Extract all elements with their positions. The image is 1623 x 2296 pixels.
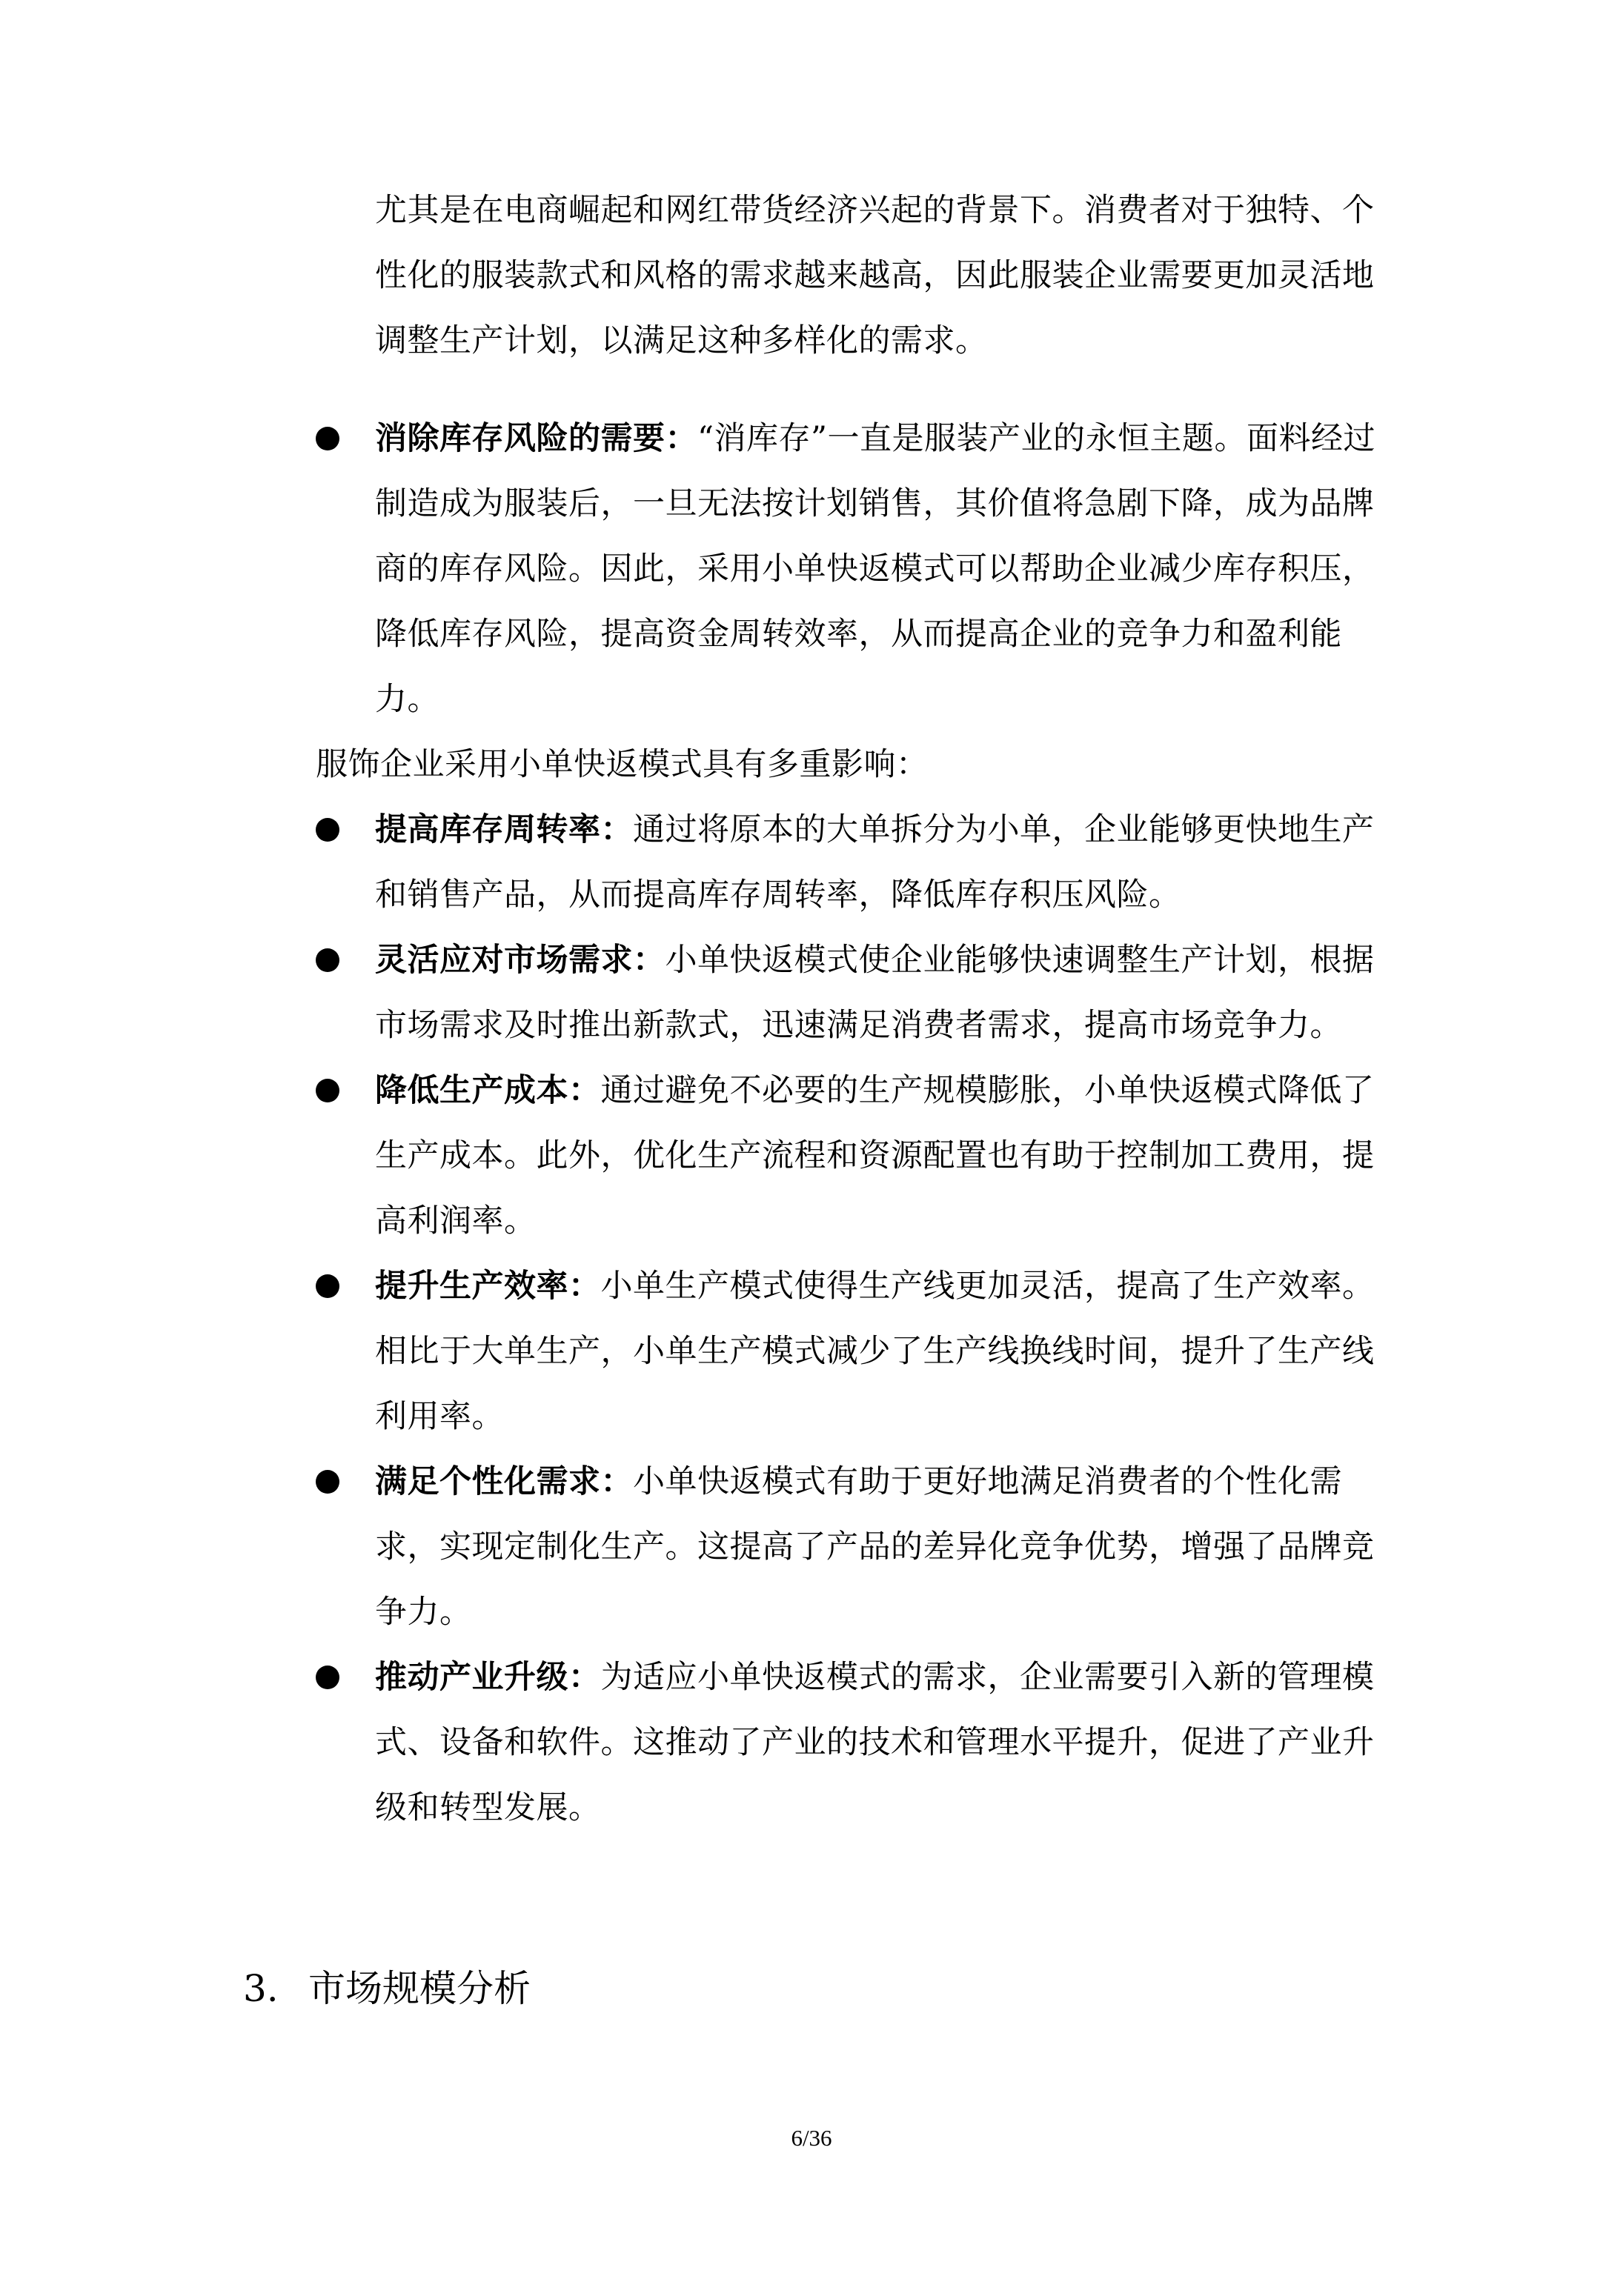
- bullet-dot: [316, 427, 339, 450]
- bullet-title: 推动产业升级：: [375, 1659, 601, 1696]
- impact-item-production-cost: [375, 1058, 1398, 1254]
- bullet-text: “消库存”一直是服装产业的永恒主题。面料经过制造成为服装后，一旦无法按计划销售，其价值将急剧下降，成为品牌商的库存风险。因此，采用小单快返模式可以帮助企业减少库存积压，降低库存风险，提高资金周转效率，从而提高企业的竞争力和盈利能力。: [375, 420, 1375, 718]
- bullet-text: 小单快返模式有助于更好地满足消费者的个性化需求，实现定制化生产。这提高了产品的差异化竞争优势，增强了品牌竞争力。: [375, 1463, 1375, 1631]
- page-number: 6/36: [791, 2125, 832, 2151]
- bullet-dot: [316, 1274, 339, 1298]
- section-number: 3.: [243, 1967, 279, 2010]
- bullet-dot: [316, 818, 339, 842]
- bullet-title: 提升生产效率：: [375, 1268, 601, 1305]
- bullet-title: 降低生产成本：: [375, 1072, 601, 1109]
- section-heading: [243, 1956, 531, 2021]
- impact-item-production-efficiency: [375, 1254, 1398, 1449]
- impact-item-market-demand: [375, 928, 1398, 1058]
- bullet-title: 灵活应对市场需求：: [375, 942, 666, 979]
- intro-paragraph: 服饰企业采用小单快返模式具有多重影响：: [316, 746, 929, 783]
- bullet-title: 消除库存风险的需要：: [375, 420, 697, 457]
- bullet-title: 提高库存周转率：: [375, 811, 633, 848]
- bullet-item-inventory-risk: [375, 406, 1398, 732]
- impact-item-inventory-turnover: [375, 797, 1398, 928]
- bullet-text: 小单快返模式使企业能够快速调整生产计划，根据市场需求及时推出新款式，迅速满足消费者需求，提高市场竞争力。: [375, 942, 1375, 1044]
- bullet-text: 通过将原本的大单拆分为小单，企业能够更快地生产和销售产品，从而提高库存周转率，降低库存积压风险。: [375, 811, 1375, 914]
- section-title: 市场规模分析: [308, 1967, 531, 2010]
- continuation-paragraph: 尤其是在电商崛起和网红带货经济兴起的背景下。消费者对于独特、个性化的服装款式和风格的需求越来越高，因此服装企业需要更加灵活地调整生产计划，以满足这种多样化的需求。: [375, 192, 1375, 359]
- bullet-dot: [316, 1079, 339, 1102]
- bullet-text: 通过避免不必要的生产规模膨胀，小单快返模式降低了生产成本。此外，优化生产流程和资源配置也有助于控制加工费用，提高利润率。: [375, 1072, 1375, 1239]
- bullet-title: 满足个性化需求：: [375, 1463, 633, 1500]
- bullet-dot: [316, 1666, 339, 1689]
- bullet-dot: [316, 1470, 339, 1494]
- impact-item-industry-upgrade: [375, 1645, 1398, 1840]
- bullet-text: 为适应小单快返模式的需求，企业需要引入新的管理模式、设备和软件。这推动了产业的技术和管理水平提升，促进了产业升级和转型发展。: [375, 1659, 1375, 1826]
- impact-item-personalization: [375, 1449, 1398, 1645]
- bullet-dot: [316, 948, 339, 972]
- bullet-text: 小单生产模式使得生产线更加灵活，提高了生产效率。相比于大单生产，小单生产模式减少了生产线换线时间，提升了生产线利用率。: [375, 1268, 1375, 1435]
